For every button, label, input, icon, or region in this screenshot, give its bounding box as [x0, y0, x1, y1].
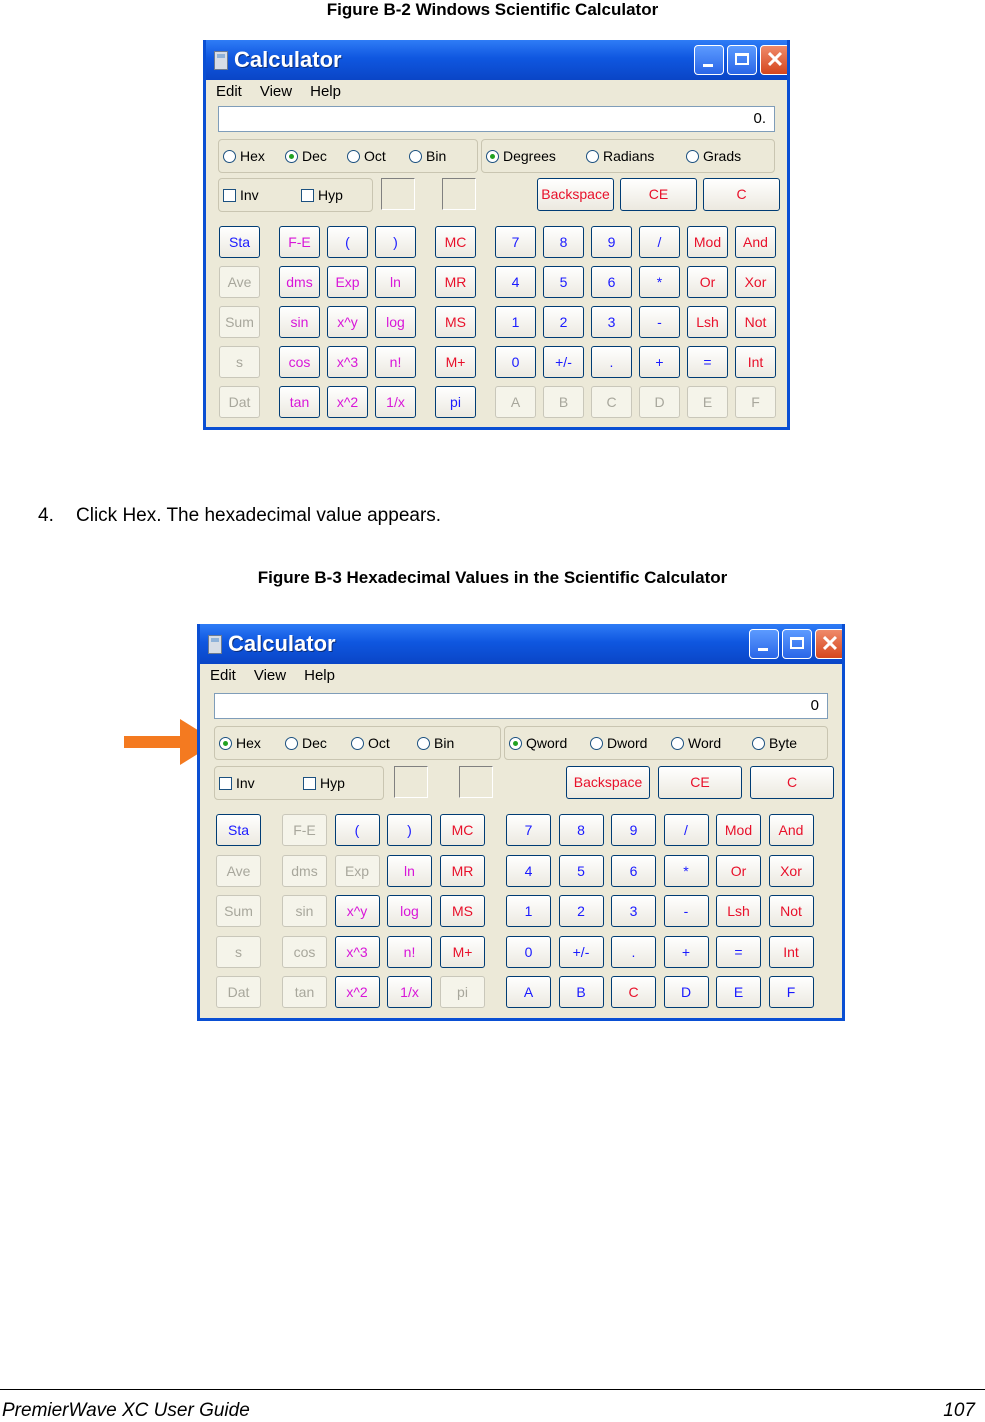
sum-key: Sum	[216, 895, 261, 927]
2-key[interactable]: 2	[543, 306, 584, 338]
calculator-window-hex	[197, 624, 845, 1021]
xor-key[interactable]: Xor	[735, 266, 776, 298]
radio-oct-label: Oct	[364, 148, 386, 164]
radio-word[interactable]	[671, 735, 721, 751]
figure-b3-caption: Figure B-3 Hexadecimal Values in the Scientific Calculator	[257, 568, 728, 587]
radio-degrees[interactable]	[486, 148, 556, 164]
plus-key[interactable]: +	[639, 346, 680, 378]
inv-hyp-group	[218, 178, 373, 212]
5-key[interactable]: 5	[559, 855, 604, 887]
close-paren-key[interactable]: )	[387, 814, 432, 846]
lsh-key[interactable]: Lsh	[716, 895, 761, 927]
radio-hex[interactable]	[223, 148, 265, 164]
x-pow-y-key[interactable]: x^y	[327, 306, 368, 338]
4-key[interactable]: 4	[495, 266, 536, 298]
close-icon[interactable]: ✕	[760, 45, 790, 75]
radio-dword-circle	[590, 737, 603, 750]
7-key[interactable]: 7	[495, 226, 536, 258]
radio-oct-circle	[351, 737, 364, 750]
menu-view[interactable]: View	[253, 667, 287, 684]
m-key[interactable]: M+	[440, 936, 485, 968]
minus-key[interactable]: -	[664, 895, 709, 927]
tan-key[interactable]: tan	[279, 386, 320, 418]
radio-oct-circle	[347, 150, 360, 163]
checkbox-hyp[interactable]	[301, 187, 343, 203]
step-4	[38, 505, 441, 527]
radio-oct-label: Oct	[368, 735, 390, 751]
paren-indicator	[381, 178, 415, 210]
mr-key[interactable]: MR	[440, 855, 485, 887]
radio-grads[interactable]	[686, 148, 741, 164]
radio-hex-label: Hex	[236, 735, 261, 751]
0-key[interactable]: 0	[495, 346, 536, 378]
xor-key[interactable]: Xor	[769, 855, 814, 887]
radio-dword[interactable]	[590, 735, 647, 751]
x-pow-2-key[interactable]: x^2	[335, 976, 380, 1008]
checkbox-hyp-label: Hyp	[318, 187, 343, 203]
minus-key[interactable]: -	[639, 306, 680, 338]
x-pow-2-key[interactable]: x^2	[327, 386, 368, 418]
radio-word-label: Word	[688, 735, 722, 751]
exp-key: Exp	[335, 855, 380, 887]
checkbox-hyp-label: Hyp	[320, 775, 345, 791]
footer-divider	[0, 1389, 985, 1390]
not-key[interactable]: Not	[735, 306, 776, 338]
radio-oct[interactable]	[347, 148, 386, 164]
sin-key: sin	[282, 895, 327, 927]
s-key: s	[219, 346, 260, 378]
radio-oct[interactable]	[351, 735, 390, 751]
1-over-x-key[interactable]: 1/x	[375, 386, 416, 418]
memory-indicator	[459, 766, 493, 798]
9-key[interactable]: 9	[611, 814, 656, 846]
number-system-group	[218, 139, 478, 173]
close-icon[interactable]: ✕	[815, 629, 845, 659]
1-key[interactable]: 1	[495, 306, 536, 338]
n-fact-key[interactable]: n!	[375, 346, 416, 378]
menu-help[interactable]: Help	[310, 83, 341, 100]
or-key[interactable]: Or	[687, 266, 728, 298]
checkbox-hyp-box	[303, 777, 316, 790]
calculator-app-icon	[208, 635, 222, 654]
3-key[interactable]: 3	[591, 306, 632, 338]
divide-key[interactable]: /	[664, 814, 709, 846]
radio-byte-label: Byte	[769, 735, 798, 751]
minimize-icon[interactable]	[694, 45, 724, 75]
radio-bin-label: Bin	[434, 735, 455, 751]
ms-key[interactable]: MS	[440, 895, 485, 927]
sta-key[interactable]: Sta	[216, 814, 261, 846]
6-key[interactable]: 6	[591, 266, 632, 298]
radio-hex-label: Hex	[240, 148, 265, 164]
or-key[interactable]: Or	[716, 855, 761, 887]
inv-hyp-group	[214, 766, 384, 800]
x-pow-y-key[interactable]: x^y	[335, 895, 380, 927]
exp-key[interactable]: Exp	[327, 266, 368, 298]
radio-radians[interactable]	[586, 148, 654, 164]
m-key[interactable]: M+	[435, 346, 476, 378]
step-number: 4.	[38, 505, 54, 526]
radio-qword-circle	[509, 737, 522, 750]
radio-hex-circle	[219, 737, 232, 750]
f-key[interactable]: F	[769, 976, 814, 1008]
sum-key: Sum	[219, 306, 260, 338]
radio-qword-label: Qword	[526, 735, 568, 751]
mc-key[interactable]: MC	[440, 814, 485, 846]
lsh-key[interactable]: Lsh	[687, 306, 728, 338]
e-key[interactable]: E	[716, 976, 761, 1008]
sign-key[interactable]: +/-	[543, 346, 584, 378]
radio-word-circle	[671, 737, 684, 750]
a-key: A	[495, 386, 536, 418]
backspace-button[interactable]: Backspace	[566, 766, 650, 799]
b-key[interactable]: B	[559, 976, 604, 1008]
window-title: Calculator	[228, 631, 336, 656]
d-key[interactable]: D	[664, 976, 709, 1008]
decimal-key[interactable]: .	[591, 346, 632, 378]
multiply-key[interactable]: *	[664, 855, 709, 887]
3-key[interactable]: 3	[611, 895, 656, 927]
footer-page-number: 107	[943, 1400, 975, 1421]
cos-key: cos	[282, 936, 327, 968]
title-bar	[200, 624, 842, 664]
menu-bar	[200, 664, 842, 688]
log-key[interactable]: log	[375, 306, 416, 338]
checkbox-inv-box	[219, 777, 232, 790]
decimal-key[interactable]: .	[611, 936, 656, 968]
menu-view[interactable]: View	[259, 83, 293, 100]
maximize-icon[interactable]	[727, 45, 757, 75]
radio-radians-label: Radians	[603, 148, 655, 164]
x-pow-3-key[interactable]: x^3	[327, 346, 368, 378]
open-paren-key[interactable]: (	[335, 814, 380, 846]
s-key: s	[216, 936, 261, 968]
open-paren-key[interactable]: (	[327, 226, 368, 258]
4-key[interactable]: 4	[506, 855, 551, 887]
equals-key[interactable]: =	[716, 936, 761, 968]
2-key[interactable]: 2	[559, 895, 604, 927]
figure-b2-caption: Figure B-2 Windows Scientific Calculator	[326, 0, 659, 19]
radio-grads-circle	[686, 150, 699, 163]
close-paren-key[interactable]: )	[375, 226, 416, 258]
5-key[interactable]: 5	[543, 266, 584, 298]
number-system-group	[214, 726, 501, 760]
int-key[interactable]: Int	[769, 936, 814, 968]
b-key: B	[543, 386, 584, 418]
9-key[interactable]: 9	[591, 226, 632, 258]
1-key[interactable]: 1	[506, 895, 551, 927]
checkbox-inv-box	[223, 189, 236, 202]
f-key: F	[735, 386, 776, 418]
window-title: Calculator	[234, 47, 342, 72]
radio-degrees-circle	[486, 150, 499, 163]
n-fact-key[interactable]: n!	[387, 936, 432, 968]
int-key[interactable]: Int	[735, 346, 776, 378]
radio-dec[interactable]	[285, 148, 327, 164]
mode-group	[481, 139, 775, 173]
radio-degrees-label: Degrees	[503, 148, 556, 164]
title-bar	[206, 40, 787, 80]
ce-button[interactable]: CE	[658, 766, 742, 799]
multiply-key[interactable]: *	[639, 266, 680, 298]
result-display: 0	[214, 693, 828, 719]
radio-radians-circle	[586, 150, 599, 163]
c-button[interactable]: C	[750, 766, 834, 799]
and-key[interactable]: And	[735, 226, 776, 258]
radio-bin-circle	[409, 150, 422, 163]
plus-key[interactable]: +	[664, 936, 709, 968]
mr-key[interactable]: MR	[435, 266, 476, 298]
radio-bin-label: Bin	[426, 148, 447, 164]
0-key[interactable]: 0	[506, 936, 551, 968]
menu-help[interactable]: Help	[304, 667, 335, 684]
7-key[interactable]: 7	[506, 814, 551, 846]
dat-key: Dat	[219, 386, 260, 418]
radio-dword-label: Dword	[607, 735, 648, 751]
radio-byte[interactable]	[752, 735, 797, 751]
backspace-button[interactable]: Backspace	[537, 178, 614, 211]
menu-bar	[206, 80, 787, 104]
e-key: E	[687, 386, 728, 418]
calculator-app-icon	[214, 51, 228, 70]
checkbox-hyp-box	[301, 189, 314, 202]
checkbox-inv-label: Inv	[240, 187, 259, 203]
ln-key[interactable]: ln	[387, 855, 432, 887]
ms-key[interactable]: MS	[435, 306, 476, 338]
sign-key[interactable]: +/-	[559, 936, 604, 968]
sin-key[interactable]: sin	[279, 306, 320, 338]
8-key[interactable]: 8	[559, 814, 604, 846]
6-key[interactable]: 6	[611, 855, 656, 887]
checkbox-inv[interactable]	[223, 187, 259, 203]
ln-key[interactable]: ln	[375, 266, 416, 298]
radio-qword[interactable]	[509, 735, 567, 751]
log-key[interactable]: log	[387, 895, 432, 927]
x-pow-3-key[interactable]: x^3	[335, 936, 380, 968]
radio-dec-label: Dec	[302, 148, 327, 164]
tan-key: tan	[282, 976, 327, 1008]
radio-grads-label: Grads	[703, 148, 742, 164]
memory-indicator	[442, 178, 476, 210]
radio-bin[interactable]	[409, 148, 446, 164]
result-display: 0.	[218, 106, 775, 132]
c-key: C	[591, 386, 632, 418]
radio-hex[interactable]	[219, 735, 261, 751]
mod-key[interactable]: Mod	[716, 814, 761, 846]
radio-bin-circle	[417, 737, 430, 750]
d-key: D	[639, 386, 680, 418]
radio-dec-circle	[285, 737, 298, 750]
radio-byte-circle	[752, 737, 765, 750]
equals-key[interactable]: =	[687, 346, 728, 378]
checkbox-inv-label: Inv	[236, 775, 255, 791]
1-over-x-key[interactable]: 1/x	[387, 976, 432, 1008]
sta-key[interactable]: Sta	[219, 226, 260, 258]
divide-key[interactable]: /	[639, 226, 680, 258]
menu-edit[interactable]: Edit	[210, 667, 236, 684]
pi-key: pi	[440, 976, 485, 1008]
dms-key: dms	[282, 855, 327, 887]
mod-key[interactable]: Mod	[687, 226, 728, 258]
paren-indicator	[394, 766, 428, 798]
8-key[interactable]: 8	[543, 226, 584, 258]
checkbox-inv[interactable]	[219, 775, 255, 791]
mc-key[interactable]: MC	[435, 226, 476, 258]
dat-key: Dat	[216, 976, 261, 1008]
cos-key[interactable]: cos	[279, 346, 320, 378]
f-e-key[interactable]: F-E	[279, 226, 320, 258]
checkbox-hyp[interactable]	[303, 775, 345, 791]
maximize-icon[interactable]	[782, 629, 812, 659]
f-e-key: F-E	[282, 814, 327, 846]
footer-guide-title: PremierWave XC User Guide	[2, 1400, 250, 1421]
mode-group	[504, 726, 828, 760]
c-button[interactable]: C	[703, 178, 780, 211]
radio-dec-circle	[285, 150, 298, 163]
calculator-window-dec	[203, 40, 790, 430]
ave-key: Ave	[216, 855, 261, 887]
radio-hex-circle	[223, 150, 236, 163]
a-key[interactable]: A	[506, 976, 551, 1008]
menu-edit[interactable]: Edit	[216, 83, 242, 100]
ave-key: Ave	[219, 266, 260, 298]
not-key[interactable]: Not	[769, 895, 814, 927]
pi-key[interactable]: pi	[435, 386, 476, 418]
and-key[interactable]: And	[769, 814, 814, 846]
dms-key[interactable]: dms	[279, 266, 320, 298]
step-text: Click Hex. The hexadecimal value appears.	[76, 505, 442, 526]
radio-dec[interactable]	[285, 735, 327, 751]
c-key[interactable]: C	[611, 976, 656, 1008]
radio-dec-label: Dec	[302, 735, 327, 751]
radio-bin[interactable]	[417, 735, 454, 751]
ce-button[interactable]: CE	[620, 178, 697, 211]
minimize-icon[interactable]	[749, 629, 779, 659]
